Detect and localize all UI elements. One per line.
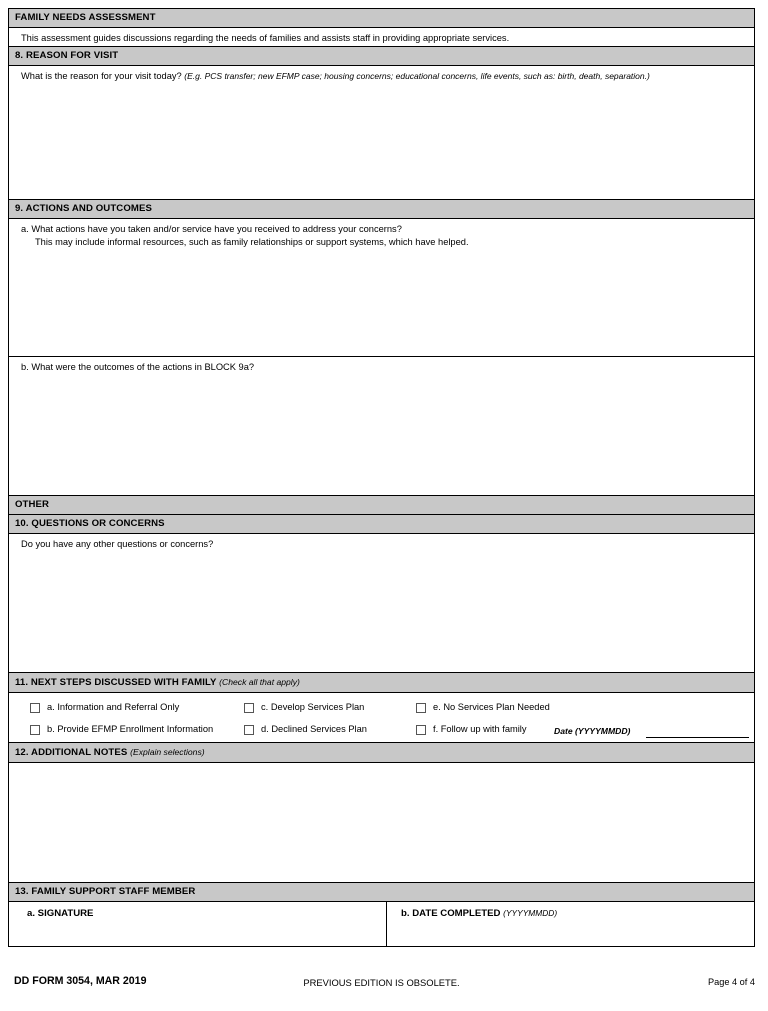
section-header-family-needs-assessment (9, 9, 754, 28)
checkbox-option-c[interactable] (244, 702, 364, 713)
checkbox-option-b[interactable] (30, 724, 213, 735)
section-header-block-13 (9, 883, 754, 902)
block-10-question: Do you have any other questions or concerns? (21, 539, 214, 549)
section-header-block-11 (9, 673, 754, 693)
block-8-answer-area[interactable] (9, 66, 754, 200)
block-9b-question: b. What were the outcomes of the actions in BLOCK 9a? (21, 362, 255, 372)
date-completed-label: b. DATE COMPLETED (401, 908, 501, 919)
block-11-title: 11. NEXT STEPS DISCUSSED WITH FAMILY (15, 677, 217, 688)
checkbox-e-box[interactable] (416, 703, 426, 713)
checkbox-f-box[interactable] (416, 725, 426, 735)
other-title: OTHER (15, 499, 50, 510)
checkbox-c-label: c. Develop Services Plan (261, 702, 365, 712)
block-9-title: 9. ACTIONS AND OUTCOMES (15, 203, 152, 214)
section-header-block-9 (9, 200, 754, 219)
block-11-date-label: Date (YYYYMMDD) (554, 726, 631, 736)
section-header-block-10 (9, 515, 754, 534)
block-9a-question-line-2: This may include informal resources, such as family relationships or support systems, which have helped. (35, 236, 469, 247)
signature-column-divider (386, 902, 387, 946)
block-12-hint: (Explain selections) (130, 747, 205, 757)
checkbox-option-d[interactable] (244, 724, 367, 735)
block-12-notes-area[interactable] (9, 763, 754, 883)
block-8-question: What is the reason for your visit today? (21, 71, 182, 81)
block-12-title: 12. ADDITIONAL NOTES (15, 747, 128, 758)
block-9a-answer-area[interactable] (9, 219, 754, 357)
checkbox-d-box[interactable] (244, 725, 254, 735)
assessment-intro-text: This assessment guides discussions regarding the needs of families and assists staff in providing appropriate services. (21, 33, 510, 43)
checkbox-c-box[interactable] (244, 703, 254, 713)
checkbox-option-f[interactable] (416, 724, 527, 735)
checkbox-b-box[interactable] (30, 725, 40, 735)
checkbox-a-box[interactable] (30, 703, 40, 713)
signature-label: a. SIGNATURE (27, 908, 94, 919)
previous-edition-notice: PREVIOUS EDITION IS OBSOLETE. (303, 977, 460, 988)
block-11-date-input[interactable] (646, 737, 749, 738)
block-11-hint: (Check all that apply) (219, 677, 300, 687)
block-13-signature-row (9, 902, 754, 946)
form-footer (8, 975, 755, 991)
checkbox-d-label: d. Declined Services Plan (261, 724, 367, 734)
checkbox-f-label: f. Follow up with family (433, 724, 527, 734)
checkbox-e-label: e. No Services Plan Needed (433, 702, 550, 712)
form-number: DD FORM 3054, MAR 2019 (14, 975, 147, 987)
checkbox-b-label: b. Provide EFMP Enrollment Information (47, 724, 214, 734)
signature-field[interactable] (27, 908, 93, 919)
section-header-other (9, 496, 754, 515)
dd-form-3054-page4 (8, 8, 755, 947)
block-8-title: 8. REASON FOR VISIT (15, 50, 119, 61)
block-10-answer-area[interactable] (9, 534, 754, 673)
checkbox-option-a[interactable] (30, 702, 179, 713)
block-9a-question-line-1: a. What actions have you taken and/or service have you received to address your concerns? (21, 224, 402, 234)
block-8-hint: (E.g. PCS transfer; new EFMP case; housing concerns; educational concerns, life events, such as: birth, death, separation.) (184, 71, 650, 81)
checkbox-a-label: a. Information and Referral Only (47, 702, 180, 712)
checkbox-option-e[interactable] (416, 702, 550, 713)
page-number: Page 4 of 4 (708, 977, 755, 987)
date-completed-hint: (YYYYMMDD) (503, 908, 558, 918)
block-10-title: 10. QUESTIONS OR CONCERNS (15, 518, 165, 529)
family-needs-assessment-title: FAMILY NEEDS ASSESSMENT (15, 12, 156, 23)
section-header-block-12 (9, 743, 754, 763)
block-9b-answer-area[interactable] (9, 357, 754, 496)
date-completed-field[interactable] (401, 908, 557, 919)
block-13-title: 13. FAMILY SUPPORT STAFF MEMBER (15, 886, 196, 897)
assessment-intro-row (9, 28, 754, 47)
block-8-question-line (9, 66, 754, 83)
section-header-block-8 (9, 47, 754, 66)
block-11-checkbox-grid (9, 693, 754, 743)
